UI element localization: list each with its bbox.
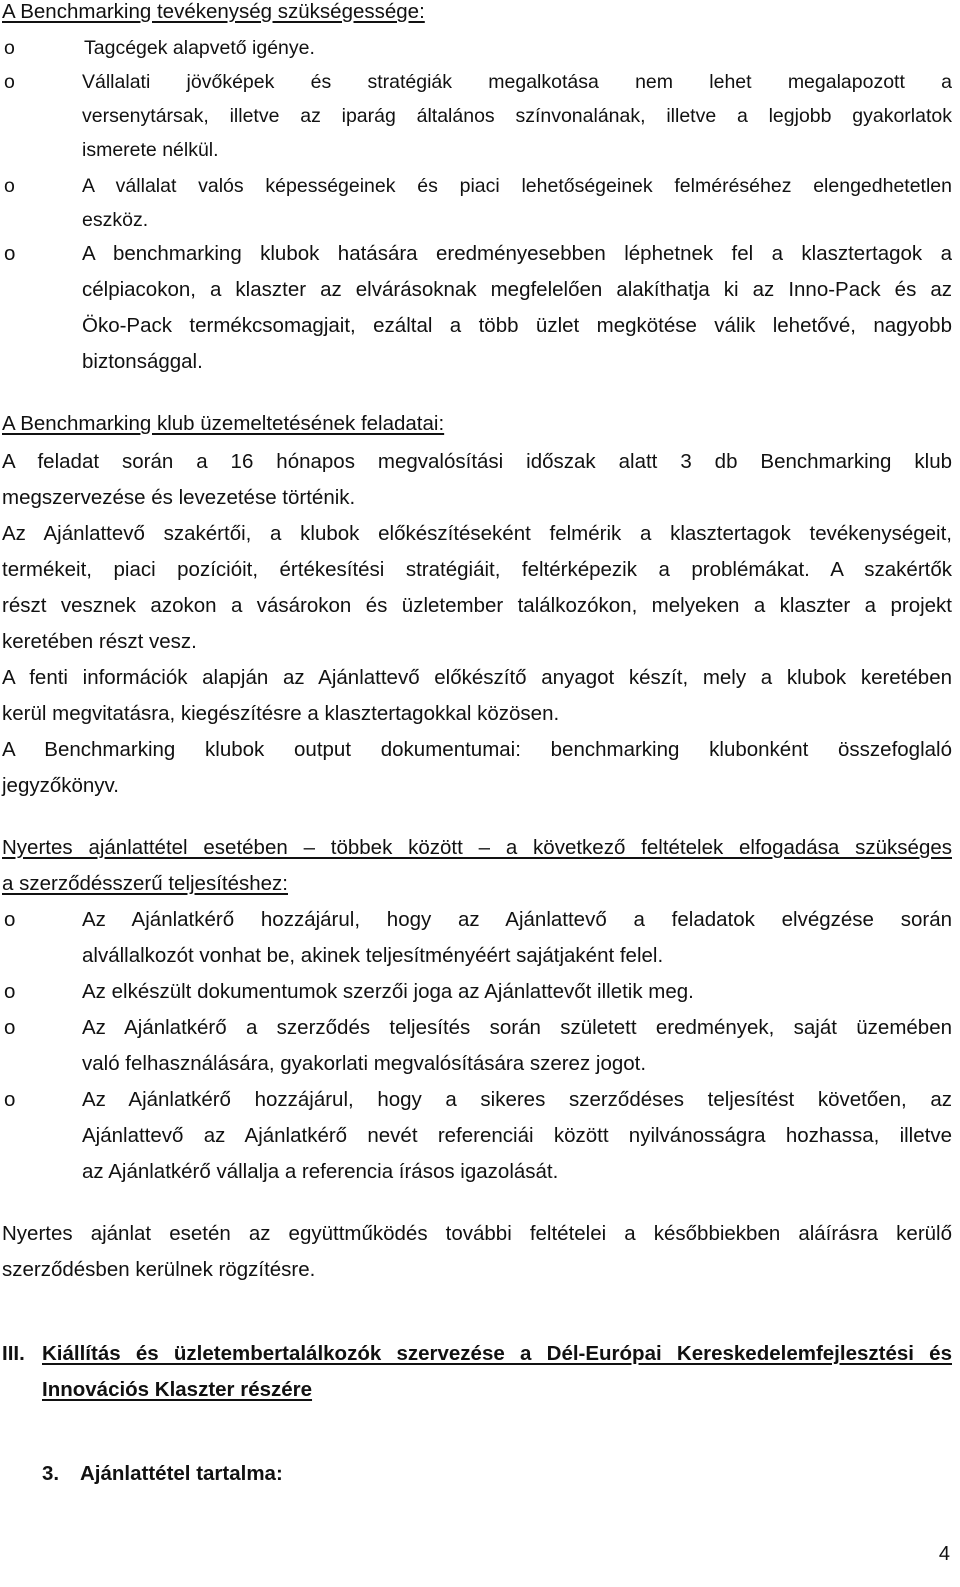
chapter-number: III. <box>2 1342 25 1365</box>
paragraph-line: A Benchmarking klubok output dokumentumai: benchmarking klubonként összefoglaló <box>2 738 952 761</box>
list-item-text: Vállalati jövőképek és stratégiák megalkotása nem lehet megalapozott a <box>82 71 952 93</box>
list-item-text: Tagcégek alapvető igénye. <box>84 37 315 59</box>
bullet-marker: o <box>4 37 15 59</box>
list-item-text: A vállalat valós képességeinek és piaci lehetőségeinek felméréséhez elengedhetetlen <box>82 175 952 197</box>
bullet-marker: o <box>4 175 15 197</box>
section-heading-club-tasks: A Benchmarking klub üzemeltetésének feladatai: <box>2 412 445 435</box>
list-item-text: való felhasználására, gyakorlati megvalósítására szerez jogot. <box>82 1052 647 1075</box>
paragraph-line: A feladat során a 16 hónapos megvalósítási időszak alatt 3 db Benchmarking klub <box>2 450 952 473</box>
subsection-title: Ajánlattétel tartalma: <box>80 1462 283 1485</box>
section-heading-conditions: Nyertes ajánlattétel esetében – többek között – a következő feltételek elfogadása szükséges <box>2 836 952 859</box>
bullet-marker: o <box>4 1016 16 1039</box>
chapter-title: Kiállítás és üzletembertalálkozók szervezése a Dél-Európai Kereskedelemfejlesztési és <box>42 1342 952 1365</box>
list-item-text: ismerete nélkül. <box>82 139 219 161</box>
list-item-text: Az Ajánlatkérő hozzájárul, hogy az Ajánlattevő a feladatok elvégzése során <box>82 908 952 931</box>
list-item-text: versenytársak, illetve az iparág általános színvonalának, illetve a legjobb gyakorlatok <box>82 105 952 127</box>
paragraph-line: szerződésben kerülnek rögzítésre. <box>2 1258 316 1281</box>
paragraph-line: Nyertes ajánlat esetén az együttműködés további feltételei a későbbiekben aláírásra kerülő <box>2 1222 952 1245</box>
paragraph-line: Az Ajánlattevő szakértői, a klubok előkészítéseként felmérik a klasztertagok tevékenységeit, <box>2 522 952 545</box>
chapter-title: Innovációs Klaszter részére <box>42 1378 313 1401</box>
paragraph-line: részt vesznek azokon a vásárokon és üzletember találkozókon, melyeken a klaszter a projekt <box>2 594 952 617</box>
list-item-text: alvállalkozót vonhat be, akinek teljesítményéért sajátjaként felel. <box>82 944 664 967</box>
list-item-text: Az Ajánlatkérő a szerződés teljesítés során született eredmények, saját üzemében <box>82 1016 952 1039</box>
section-heading-benchmarking-need: A Benchmarking tevékenység szükségessége: <box>2 0 425 23</box>
bullet-marker: o <box>4 1088 16 1111</box>
bullet-marker: o <box>4 908 16 931</box>
paragraph-line: termékeit, piaci pozícióit, értékesítési stratégiáit, feltérképezik a problémákat. A szakértők <box>2 558 952 581</box>
list-item-text: eszköz. <box>82 209 149 231</box>
paragraph-line: A fenti információk alapján az Ajánlattevő előkészítő anyagot készít, mely a klubok keretében <box>2 666 952 689</box>
paragraph-line: jegyzőkönyv. <box>2 774 119 797</box>
list-item-text: A benchmarking klubok hatására eredményesebben léphetnek fel a klasztertagok a <box>82 242 952 265</box>
list-item-text: Ajánlattevő az Ajánlatkérő nevét referenciái között nyilvánosságra hozhassa, illetve <box>82 1124 952 1147</box>
list-item-text: célpiacokon, a klaszter az elvárásoknak megfelelően alakíthatja ki az Inno-Pack és az <box>82 278 952 301</box>
paragraph-line: megszervezése és levezetése történik. <box>2 486 356 509</box>
page-number: 4 <box>938 1543 950 1565</box>
paragraph-line: keretében részt vesz. <box>2 630 197 653</box>
list-item-text: az Ajánlatkérő vállalja a referencia írásos igazolását. <box>82 1160 559 1183</box>
bullet-marker: o <box>4 242 16 265</box>
subsection-number: 3. <box>42 1462 60 1485</box>
list-item-text: Az elkészült dokumentumok szerzői joga az Ajánlattevőt illetik meg. <box>82 980 694 1003</box>
list-item-text: Az Ajánlatkérő hozzájárul, hogy a sikeres szerződéses teljesítést követően, az <box>82 1088 952 1111</box>
paragraph-line: kerül megvitatásra, kiegészítésre a klasztertagokkal közösen. <box>2 702 560 725</box>
section-heading-conditions: a szerződésszerű teljesítéshez: <box>2 872 288 895</box>
list-item-text: biztonsággal. <box>82 350 203 373</box>
list-item-text: Öko-Pack termékcsomagjait, ezáltal a több üzlet megkötése válik lehetővé, nagyobb <box>82 314 952 337</box>
bullet-marker: o <box>4 71 15 93</box>
bullet-marker: o <box>4 980 16 1003</box>
